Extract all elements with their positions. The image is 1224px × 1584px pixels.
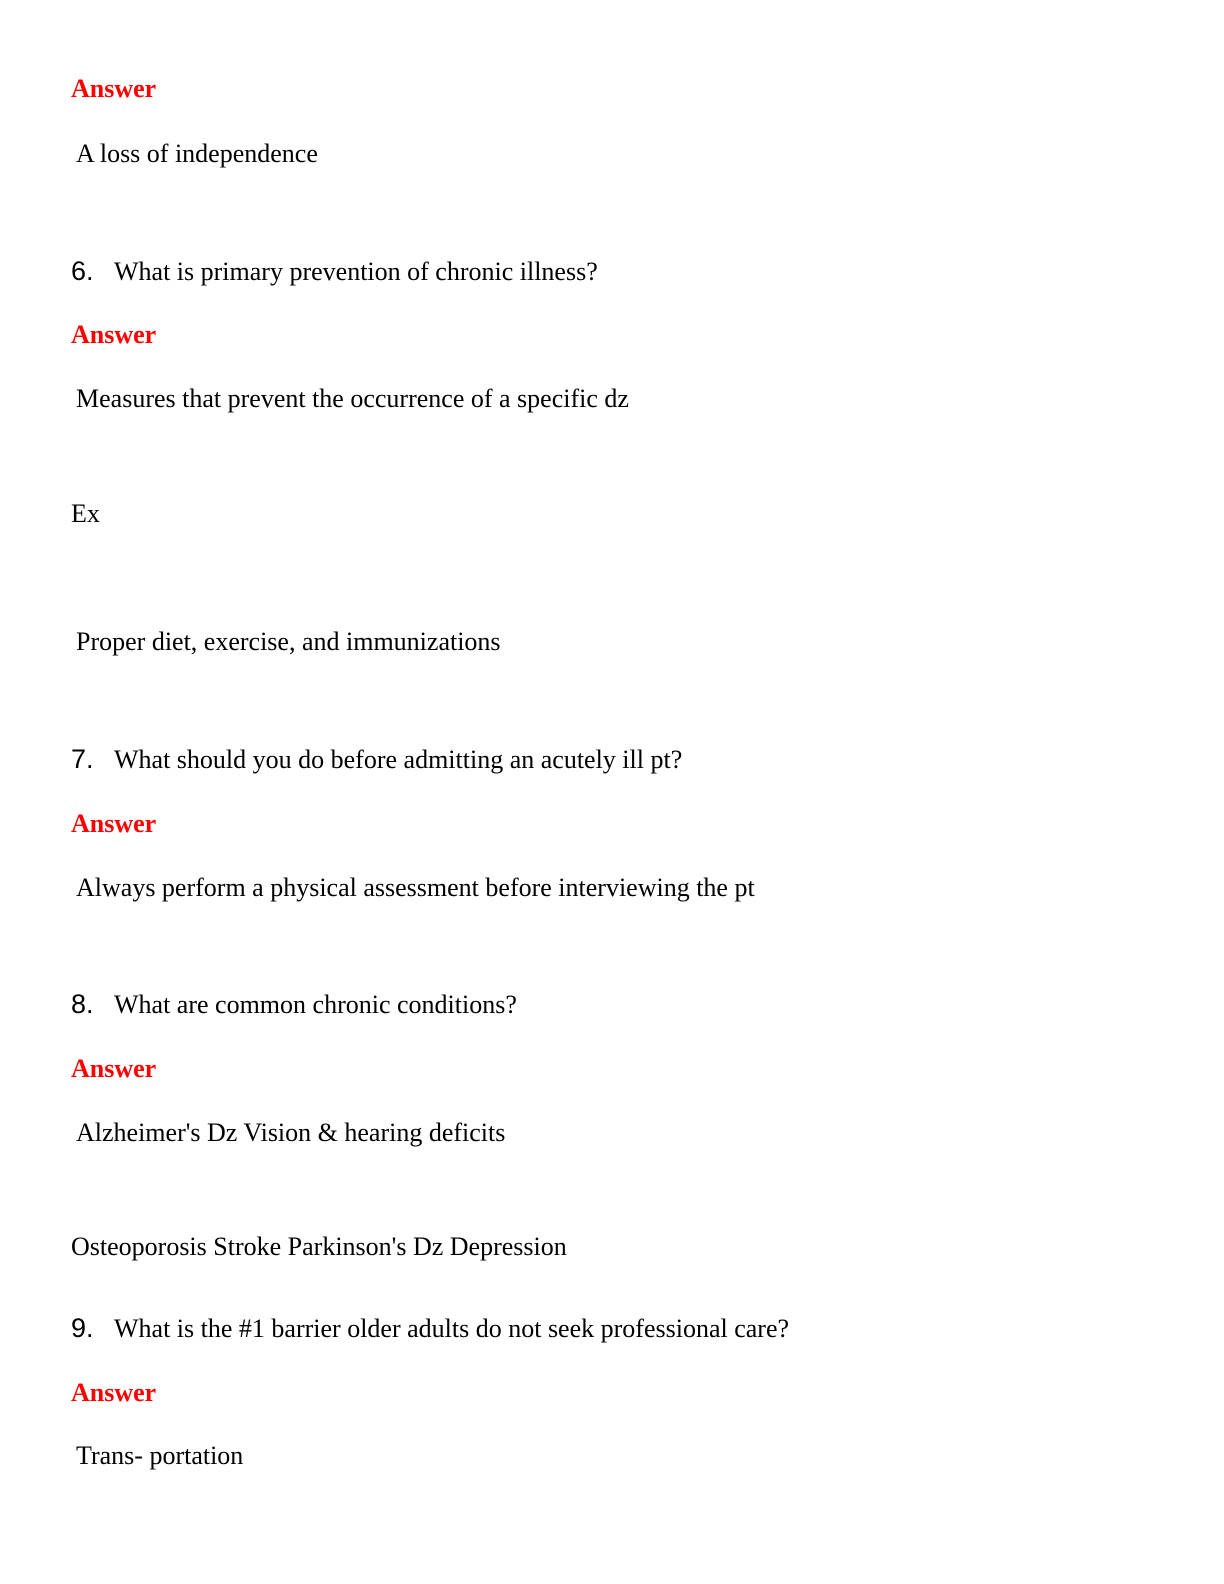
answer-text-6: Measures that prevent the occurrence of a specific dz [76,384,629,413]
answer-label-9: Answer [71,1378,157,1407]
answer-text-5: A loss of independence [76,139,318,168]
question-number-7: 7. [71,744,94,774]
example-label-6: Ex [71,499,100,528]
question-9 [71,1315,789,1342]
question-7 [71,746,682,773]
question-number-9: 9. [71,1313,94,1343]
answer-label-7: Answer [71,809,157,838]
question-text-9: What is the #1 barrier older adults do not seek professional care? [114,1314,790,1343]
question-number-8: 8. [71,989,94,1019]
answer-text-7: Always perform a physical assessment before interviewing the pt [76,873,755,902]
example-text-6: Proper diet, exercise, and immunizations [76,627,501,656]
question-text-7: What should you do before admitting an acutely ill pt? [114,745,683,774]
answer-label-6: Answer [71,320,157,349]
question-number-6: 6. [71,256,94,286]
question-text-8: What are common chronic conditions? [114,990,517,1019]
answer-label-8: Answer [71,1054,157,1083]
answer-text-8: Alzheimer's Dz Vision & hearing deficits [76,1118,506,1147]
question-8 [71,991,517,1018]
answer-text-8-continued: Osteoporosis Stroke Parkinson's Dz Depression [71,1232,567,1261]
question-text-6: What is primary prevention of chronic illness? [114,257,598,286]
question-6 [71,258,598,285]
answer-label-5: Answer [71,74,157,103]
answer-text-9: Trans- portation [76,1441,244,1470]
